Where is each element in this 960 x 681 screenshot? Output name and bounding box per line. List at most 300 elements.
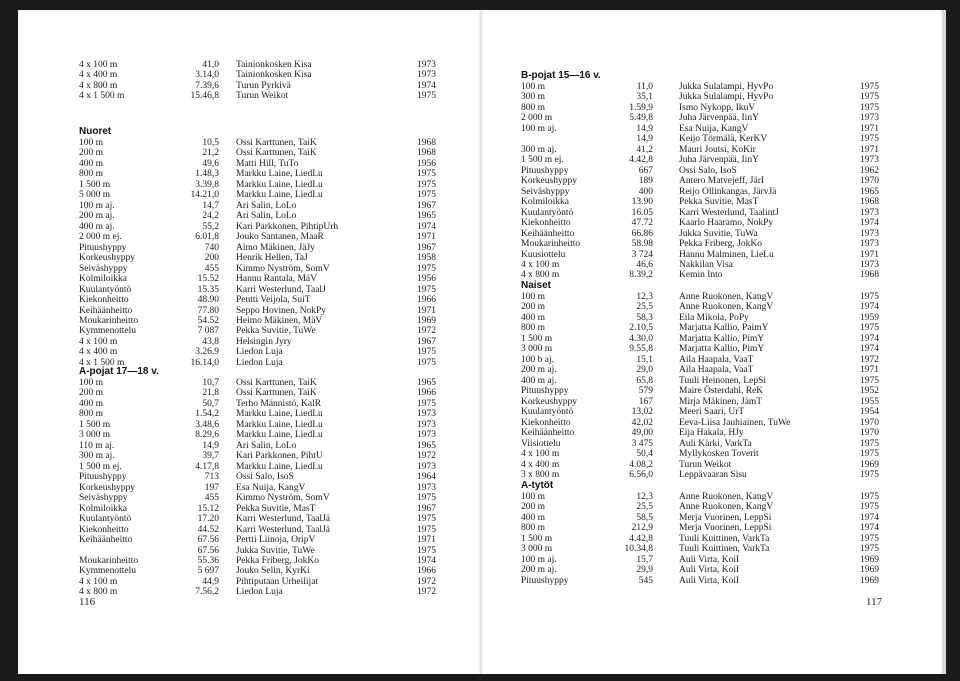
record-year: 1973	[860, 228, 879, 239]
record-event: 4 x 800 m	[79, 80, 118, 91]
record-row	[521, 145, 653, 155]
record-holder: Merja Vuorinen, LeppSi	[679, 512, 772, 523]
record-result: 15.35	[197, 284, 219, 295]
page-number-left: 116	[79, 596, 96, 608]
record-row	[679, 555, 879, 565]
record-row	[679, 113, 879, 123]
record-result: 455	[204, 493, 219, 504]
record-year: 1972	[417, 587, 436, 598]
record-holder: Aimo Mäkinen, JäJy	[236, 242, 315, 253]
record-result: 11,0	[636, 82, 653, 92]
record-row	[236, 274, 436, 284]
record-holder: Turun Pyrkivä	[236, 80, 291, 91]
record-result: 579	[638, 386, 653, 397]
record-row	[236, 577, 436, 587]
record-result: 1.54,2	[195, 409, 219, 420]
b-pojat-results	[521, 82, 653, 281]
record-holder: Ari Salin, LoLo	[236, 200, 297, 211]
record-result: 16.14,0	[190, 357, 219, 368]
record-result: 5.49,8	[629, 113, 653, 124]
record-event: 100 m	[79, 378, 104, 388]
page-edge	[942, 10, 946, 674]
record-holder: Ossi Karttunen, TaiK	[236, 138, 317, 148]
record-holder: Ari Salin, LoLo	[236, 211, 297, 222]
record-row	[521, 134, 653, 144]
record-row	[79, 525, 219, 535]
record-result: 1.59,9	[629, 102, 653, 113]
record-event: Kiekonheitto	[79, 524, 129, 535]
record-year: 1975	[417, 179, 436, 190]
record-event: 400 m	[521, 312, 546, 323]
record-row	[679, 270, 879, 280]
record-result: 189	[638, 176, 653, 187]
record-result: 400	[638, 186, 653, 197]
record-row	[679, 260, 879, 270]
record-row	[679, 302, 879, 312]
record-holder: Anne Ruokonen, KangV	[679, 292, 774, 302]
record-row	[79, 190, 219, 200]
record-year: 1975	[417, 545, 436, 556]
record-result: 4.42,8	[629, 155, 653, 166]
record-year: 1973	[860, 207, 879, 218]
record-result: 15,1	[636, 354, 653, 365]
record-row	[521, 418, 653, 428]
record-year: 1968	[417, 138, 436, 148]
record-event: Keihäänheitto	[521, 428, 575, 439]
record-year: 1975	[417, 357, 436, 368]
nuoret-results	[79, 138, 219, 368]
record-holder: Jukka Suvitie, TuWa	[679, 228, 758, 239]
record-year: 1975	[417, 524, 436, 535]
record-event: 4 x 100 m	[79, 576, 118, 587]
record-event: Moukarinheitto	[79, 315, 139, 326]
record-result: 77.80	[197, 305, 219, 316]
record-holder: Tainionkosken Kisa	[236, 70, 312, 81]
record-year: 1973	[417, 60, 436, 70]
record-row	[679, 208, 879, 218]
record-row	[679, 197, 879, 207]
record-year: 1966	[417, 295, 436, 306]
record-row	[679, 407, 879, 417]
record-row	[679, 292, 879, 302]
record-holder: Turun Weikot	[679, 459, 732, 470]
record-row	[236, 420, 436, 430]
record-row	[236, 337, 436, 347]
record-event: Pituushyppy	[521, 386, 569, 397]
record-holder: Markku Laine, LiedLu	[236, 461, 323, 472]
record-result: 12,3	[636, 292, 653, 302]
record-year: 1973	[417, 419, 436, 430]
record-year: 1975	[417, 91, 436, 102]
section-heading-naiset: Naiset	[521, 280, 552, 291]
record-row	[79, 347, 219, 357]
record-row	[521, 576, 653, 586]
record-result: 15.52	[197, 274, 219, 285]
record-event: 4 x 400 m	[521, 459, 560, 470]
record-event: 400 m	[521, 512, 546, 523]
record-holder: Ossi Salo, IsoS	[679, 165, 737, 176]
record-row	[521, 302, 653, 312]
record-holder: Liedon Luja	[236, 357, 283, 368]
record-result: 9.55,8	[629, 344, 653, 355]
record-row	[521, 334, 653, 344]
record-holder: Pekka Suvitie, MasT	[236, 503, 316, 514]
record-year: 1967	[417, 503, 436, 514]
record-event: 4 x 100 m	[79, 60, 118, 70]
record-result: 14.21,0	[190, 190, 219, 201]
record-holder: Markku Laine, LiedLu	[236, 179, 323, 190]
record-year: 1974	[417, 555, 436, 566]
record-result: 4.42,8	[629, 533, 653, 544]
record-row	[521, 523, 653, 533]
record-row	[79, 462, 219, 472]
record-row	[79, 159, 219, 169]
record-holder: Pekka Friberg, JokKo	[679, 239, 762, 250]
record-row	[521, 492, 653, 502]
record-row	[679, 502, 879, 512]
record-row	[521, 502, 653, 512]
record-row	[679, 576, 879, 586]
record-holder: Karri Westerlund, TaalintJ	[679, 207, 779, 218]
record-row	[521, 555, 653, 565]
record-result: 2.10,5	[629, 323, 653, 334]
record-event: Pituushyppy	[79, 242, 127, 253]
section-heading-a-tytot: A-tytöt	[521, 480, 554, 491]
record-result: 16.05	[631, 207, 653, 218]
record-holder: Marjatta Kallio, PimY	[679, 344, 765, 355]
record-year: 1971	[860, 123, 879, 134]
record-row	[236, 138, 436, 148]
record-year: 1971	[860, 365, 879, 376]
record-row	[521, 239, 653, 249]
nuoret-holders	[236, 138, 436, 368]
record-year: 1974	[860, 333, 879, 344]
record-year: 1975	[860, 469, 879, 480]
record-holder: Kaarlo Haaramo, NokPy	[679, 218, 774, 229]
record-result: 67.56	[197, 535, 219, 546]
record-result: 15,7	[636, 554, 653, 565]
record-row	[679, 229, 879, 239]
record-event: 1 500 m	[521, 533, 553, 544]
record-row	[79, 148, 219, 158]
record-year: 1973	[417, 409, 436, 420]
record-holder: Ossi Karttunen, TaiK	[236, 378, 317, 388]
record-row	[521, 386, 653, 396]
record-event: 2 000 m ej.	[79, 232, 122, 243]
record-row	[79, 587, 219, 597]
record-result: 49,00	[631, 428, 653, 439]
record-holder: Merja Vuorinen, LeppSi	[679, 523, 772, 534]
record-year: 1975	[860, 375, 879, 386]
record-result: 58.98	[631, 239, 653, 250]
record-holder: Pekka Friberg, JokKo	[236, 555, 319, 566]
record-holder: Pertti Liinoja, OripV	[236, 535, 316, 546]
record-row	[79, 430, 219, 440]
record-row	[236, 409, 436, 419]
record-event: 2 000 m	[521, 113, 553, 124]
record-row	[236, 441, 436, 451]
record-row	[521, 449, 653, 459]
record-holder: Tainionkosken Kisa	[236, 60, 312, 70]
record-row	[236, 253, 436, 263]
record-holder: Ismo Nykopp, IkuV	[679, 102, 756, 113]
record-row	[521, 82, 653, 92]
record-year: 1965	[417, 440, 436, 451]
record-row	[79, 472, 219, 482]
record-event: Pituushyppy	[521, 165, 569, 176]
record-event: 200 m aj.	[521, 565, 557, 576]
record-result: 1.48,3	[195, 169, 219, 180]
record-holder: Pekka Suvitie, TuWe	[236, 326, 316, 337]
record-row	[79, 399, 219, 409]
record-year: 1974	[860, 218, 879, 229]
record-row	[521, 124, 653, 134]
record-row	[521, 355, 653, 365]
record-event: Korkeushyppy	[79, 482, 135, 493]
record-holder: Juha Järvenpää, IinY	[679, 155, 759, 166]
record-result: 41,2	[636, 144, 653, 155]
record-holder: Jukka Sulalampi, HyvPo	[679, 82, 774, 92]
record-event: 400 m	[79, 158, 104, 169]
record-event: Viisiottelu	[521, 438, 561, 449]
record-event: Kuusiottelu	[521, 249, 566, 260]
record-year: 1973	[417, 482, 436, 493]
record-row	[236, 587, 436, 597]
record-row	[79, 70, 219, 80]
record-result: 3.48,6	[195, 419, 219, 430]
record-event: 1 500 m ej.	[79, 461, 122, 472]
record-year: 1965	[417, 378, 436, 388]
record-event: 4 x 100 m	[521, 259, 560, 270]
record-event: 100 m aj.	[521, 123, 557, 134]
record-row	[679, 155, 879, 165]
record-row	[679, 386, 879, 396]
record-year: 1975	[860, 502, 879, 513]
record-year: 1956	[417, 158, 436, 169]
record-holder: Jouko Selin, KyrKi	[236, 566, 310, 577]
record-row	[521, 460, 653, 470]
record-event: Korkeushyppy	[521, 176, 577, 187]
record-row	[521, 176, 653, 186]
record-event: Moukarinheitto	[79, 555, 139, 566]
record-event: 800 m	[521, 102, 546, 113]
record-year: 1971	[417, 305, 436, 316]
record-row	[79, 91, 219, 101]
record-row	[79, 378, 219, 388]
record-result: 167	[638, 396, 653, 407]
record-result: 55,2	[202, 221, 219, 232]
record-event: 800 m	[79, 409, 104, 420]
record-row	[79, 546, 219, 556]
record-holder: Kemin Into	[679, 270, 723, 281]
record-event: Seiväshyppy	[79, 493, 128, 504]
record-year: 1975	[860, 82, 879, 92]
record-row	[679, 355, 879, 365]
record-event: 300 m	[521, 92, 546, 103]
record-event: 110 m aj.	[79, 440, 115, 451]
record-event: 100 m	[521, 82, 546, 92]
record-result: 35,1	[636, 92, 653, 103]
record-row	[679, 334, 879, 344]
record-row	[521, 407, 653, 417]
record-event: 4 x 100 m	[521, 449, 560, 460]
record-row	[521, 260, 653, 270]
record-row	[521, 92, 653, 102]
record-row	[521, 376, 653, 386]
record-row	[79, 535, 219, 545]
record-year: 1967	[417, 242, 436, 253]
record-event: 200 m	[79, 388, 104, 399]
record-result: 25,5	[636, 302, 653, 313]
record-year: 1973	[860, 155, 879, 166]
record-row	[79, 138, 219, 148]
record-row	[236, 222, 436, 232]
record-row	[679, 428, 879, 438]
record-row	[521, 197, 653, 207]
record-row	[79, 60, 219, 70]
record-event: Seiväshyppy	[521, 186, 570, 197]
record-row	[679, 82, 879, 92]
record-result: 545	[638, 575, 653, 586]
record-result: 4.17,8	[195, 461, 219, 472]
record-event: Kiekonheitto	[521, 417, 571, 428]
record-row	[679, 124, 879, 134]
record-result: 41,0	[202, 60, 219, 70]
record-holder: Markku Laine, LiedLu	[236, 190, 323, 201]
record-event: 200 m aj.	[79, 211, 115, 222]
record-event: 100 m	[79, 138, 104, 148]
record-year: 1969	[417, 315, 436, 326]
record-event: 4 x 1 500 m	[79, 91, 125, 102]
record-row	[236, 70, 436, 80]
record-result: 50,4	[636, 449, 653, 460]
record-year: 1969	[860, 459, 879, 470]
record-year: 1969	[860, 565, 879, 576]
record-row	[236, 190, 436, 200]
record-event: 4 x 800 m	[79, 587, 118, 598]
record-row	[679, 239, 879, 249]
record-event: Korkeushyppy	[79, 253, 135, 264]
record-result: 740	[204, 242, 219, 253]
record-row	[79, 326, 219, 336]
record-year: 1975	[860, 92, 879, 103]
record-result: 46,6	[636, 259, 653, 270]
record-row	[521, 313, 653, 323]
record-result: 8.39,2	[629, 270, 653, 281]
record-event: 4 x 100 m	[79, 336, 118, 347]
record-year: 1966	[417, 388, 436, 399]
record-year: 1974	[417, 80, 436, 91]
record-year: 1975	[860, 533, 879, 544]
record-row	[236, 180, 436, 190]
record-event: Moukarinheitto	[521, 239, 581, 250]
record-event: 200 m	[521, 302, 546, 313]
record-row	[79, 180, 219, 190]
record-year: 1972	[417, 451, 436, 462]
record-year: 1972	[860, 354, 879, 365]
record-holder: Kimmo Nyström, SomV	[236, 493, 330, 504]
record-result: 13,02	[631, 407, 653, 418]
record-result: 14,9	[636, 134, 653, 145]
b-pojat-holders	[679, 82, 879, 281]
record-event: Pituushyppy	[521, 575, 569, 586]
record-result: 50,7	[202, 398, 219, 409]
record-year: 1973	[860, 239, 879, 250]
record-year: 1968	[860, 197, 879, 208]
record-holder: Tuuli Kuittinen, VarkTa	[679, 533, 770, 544]
record-event: Kolmiloikka	[79, 503, 128, 514]
record-year: 1974	[417, 221, 436, 232]
record-year: 1974	[860, 512, 879, 523]
record-event: 400 m	[79, 398, 104, 409]
record-result: 13.90	[631, 197, 653, 208]
record-event: 800 m	[521, 323, 546, 334]
record-year: 1971	[417, 535, 436, 546]
record-holder: Pihtiputaan Urheilijat	[236, 576, 319, 587]
record-row	[679, 565, 879, 575]
record-row	[679, 365, 879, 375]
record-result: 14,9	[202, 440, 219, 451]
record-row	[79, 493, 219, 503]
record-holder: Auli Virta, KoiI	[679, 565, 740, 576]
record-year: 1971	[860, 144, 879, 155]
record-event: 3 000 m	[521, 544, 553, 555]
record-result: 58,3	[636, 312, 653, 323]
record-result: 455	[204, 263, 219, 274]
record-result: 7.56,2	[195, 587, 219, 598]
record-event: 4 x 800 m	[521, 270, 560, 281]
record-event: Pituushyppy	[79, 472, 127, 483]
record-row	[679, 323, 879, 333]
record-holder: Maire Österdahl, ReK	[679, 386, 764, 397]
record-row	[521, 166, 653, 176]
record-row	[679, 418, 879, 428]
record-holder: Mirja Mäkinen, JämT	[679, 396, 763, 407]
record-year: 1965	[417, 211, 436, 222]
record-row	[679, 187, 879, 197]
record-event: Kymmenottelu	[79, 326, 136, 337]
record-year: 1970	[860, 176, 879, 187]
record-holder: Ossi Karttunen, TaiK	[236, 148, 317, 159]
record-result: 3.39,8	[195, 179, 219, 190]
a-tytot-holders	[679, 492, 879, 586]
record-row	[236, 483, 436, 493]
record-event: Keihäänheitto	[521, 228, 575, 239]
record-year: 1962	[860, 165, 879, 176]
record-row	[79, 504, 219, 514]
record-result: 7.39,6	[195, 80, 219, 91]
record-row	[79, 514, 219, 524]
record-row	[236, 201, 436, 211]
record-event: 800 m	[521, 523, 546, 534]
record-holder: Juha Järvenpää, IinY	[679, 113, 759, 124]
record-row	[679, 250, 879, 260]
record-event: 100 b aj.	[521, 354, 554, 365]
record-row	[679, 470, 879, 480]
record-year: 1969	[860, 575, 879, 586]
record-row	[236, 566, 436, 576]
record-row	[679, 92, 879, 102]
record-year: 1975	[417, 493, 436, 504]
record-event: Kuulantyöntö	[521, 207, 574, 218]
record-row	[79, 201, 219, 211]
record-event: Kuulantyöntö	[521, 407, 574, 418]
record-holder: Karri Westerlund, TaalJä	[236, 524, 330, 535]
record-holder: Henrik Hellen, TaJ	[236, 253, 308, 264]
record-row	[521, 208, 653, 218]
record-holder: Kimmo Nyström, SomV	[236, 263, 330, 274]
record-row	[236, 556, 436, 566]
